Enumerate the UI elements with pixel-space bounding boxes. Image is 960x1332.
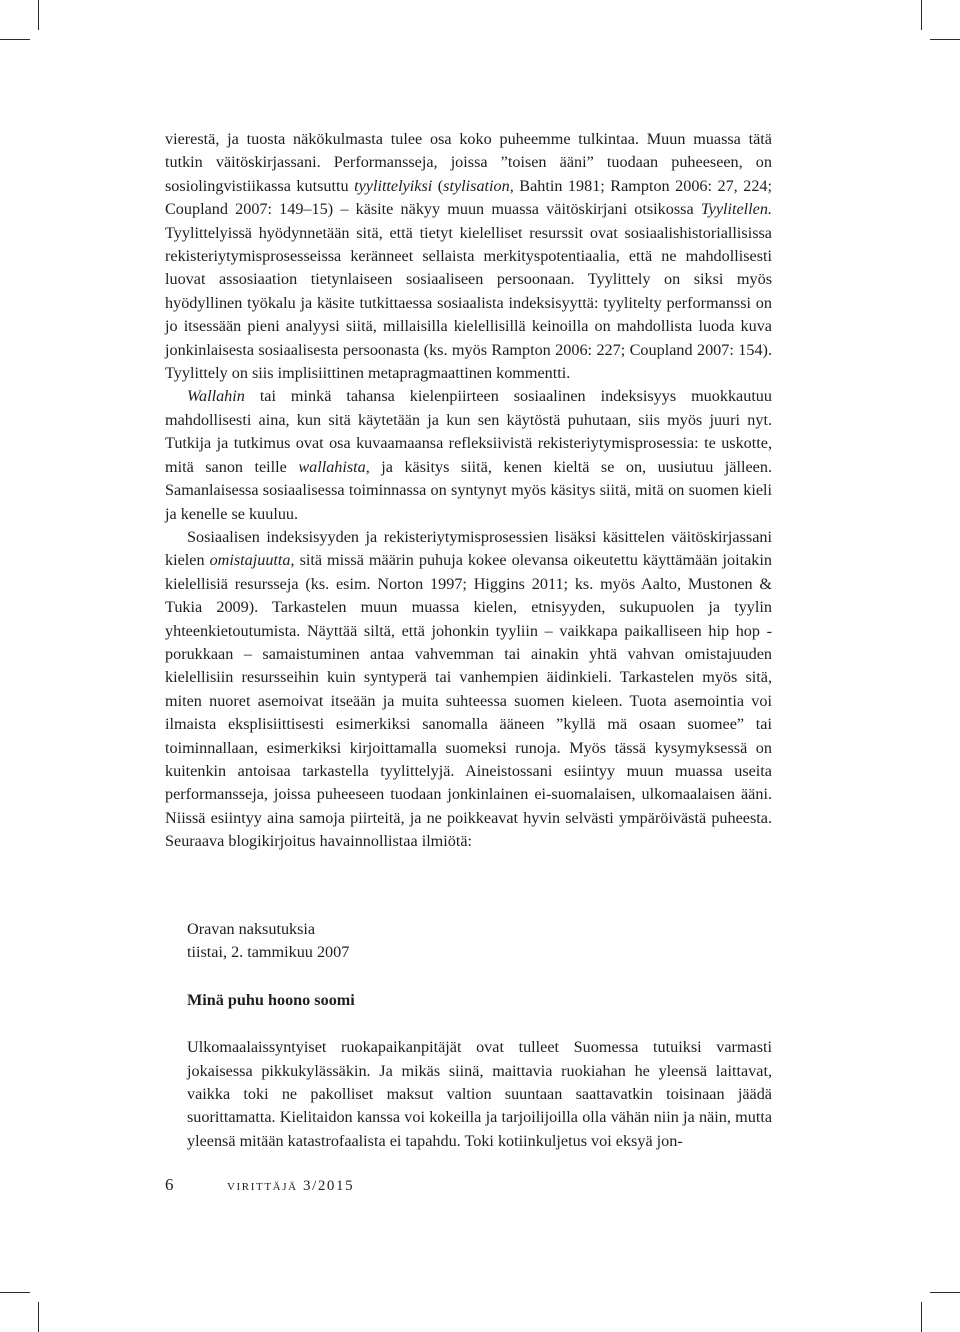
crop-mark [38, 1302, 39, 1332]
blog-name: Oravan naksutuksia [187, 920, 316, 938]
crop-mark [921, 0, 922, 30]
paragraph-1: vierestä, ja tuosta näkökulmasta tulee osa koko puheemme tulkintaa. Muun muassa tätä tutkin väitöskirjassani. Performansseja, joissa ”toisen ääni” tuodaan puheeseen, on sosiolingvistiikassa kutsuttu tyylittelyiksi (stylisation, Bahtin 1981; Rampton 2006: 27, 224; Coupland 2007: 149–15) – käsite näkyy muun muassa väitöskirjani otsikossa Tyylitellen. Tyylittelyissä hyödynnetään sitä, että tietyt kielelliset resurssit ovat sosiaalishistoriallisissa rekisteriytymisprosesseissa keränneet sellaista merkityspotentiaalia, että ne mahdollisesti luovat assosiaation tietynlaiseen sosiaaliseen persoonaan. Tyylittely on siksi myös hyödyllinen työkalu ja käsite tutkittaessa sosiaalista indeksisyyttä: tyylitelty performanssi on jo itsessään pieni analyysi siitä, millaisilla kielellisillä keinoilla on mahdollista luoda kuva jonkinlaisesta sosiaalisesta persoonasta (ks. myös Rampton 2006: 227; Coupland 2007: 154). Tyylittely on siis implisiittinen metapragmaattinen kommentti. [165, 130, 773, 383]
blog-post-title: Minä puhu hoono soomi [187, 990, 355, 1009]
crop-mark [930, 1292, 960, 1293]
page-number: 6 [165, 1175, 174, 1194]
body-text [165, 128, 772, 854]
crop-mark [0, 1292, 30, 1293]
blog-post-body: Ulkomaalaissyntyiset ruokapaikanpitäjät ovat tulleet Suomessa tutuiksi varmasti jokaisessa pikkukylässäkin. Ja mikäs siinä, maittavia ruokiahan he yleensä laittavat, vaikka toki ne pakolliset maksut valtion suuntaan saattavatkin toisinaan jäädä suorittamatta. Kielitaidon kanssa voi kokeilla ja tarjoilijoilla olla vähän niin ja näin, mutta yleensä mitään katastrofaalista ei tapahdu. Toki kotiinkuljetus voi eksyä jon- [187, 1038, 772, 1150]
page-footer [165, 1174, 565, 1197]
journal-name: virittäjä 3/2015 [227, 1178, 355, 1194]
blog-quote [187, 918, 772, 1153]
crop-mark [921, 1302, 922, 1332]
crop-mark [930, 39, 960, 40]
blog-date: tiistai, 2. tammikuu 2007 [187, 943, 350, 962]
crop-mark [0, 39, 30, 40]
paragraph-3: Sosiaalisen indeksisyyden ja rekisteriytymisprosessien lisäksi käsittelen väitöskirjassani kielen omistajuutta, sitä missä määrin puhuja kokee olevansa oikeutettu käyttämään joitakin kielellisiä resursseja (ks. esim. Norton 1997; Higgins 2011; ks. myös Aalto, Mustonen & Tukia 2009). Tarkastelen muun muassa kielen, etnisyyden, sukupuolen ja tyylin yhteenkietoutumista. Näyttää siltä, että johonkin tyyliin – vaikkapa paikalliseen hip hop -porukkaan – samaistuminen antaa vahvemman tai ainakin yhtä vahvan omistajuuden kielellisiin resursseihin kuin syntyperä tai vanhempien äidinkieli. Tarkastelen myös sitä, miten nuoret asemoivat itseään ja muita suhteessa suomen kieleen. Tuota asemointia voi ilmaista eksplisiittisesti esimerkiksi sanomalla ääneen ”kyllä mä osaan suomee” tai toiminnallaan, esimerkiksi kirjoittamalla suomeksi runoja. Myös tässä kysymyksessä on kuitenkin antoisaa tarkastella tyylittelyjä. Aineistossani esiintyy muun muassa useita performansseja, joissa puheeseen tuodaan jonkinlainen ei-suomalaisen, ulkomaalaisen ääni. Niissä esiintyy aina samoja piirteitä, ja ne poikkeavat hyvin selvästi ympäröivästä puheesta. Seuraava blogikirjoitus havainnollistaa ilmiötä: [165, 527, 772, 851]
paragraph-2: Wallahin tai minkä tahansa kielenpiirteen sosiaalinen indeksisyys muokkautuu mahdollisesti aina, kun sitä käytetään ja kun sen käytöstä puhutaan, siis myös juuri nyt. Tutkija ja tutkimus ovat osa kuvaamaansa refleksiivistä rekisteriytymisprosessia: te uskotte, mitä sanon teille wallahista, ja käsitys siitä, kenen kieltä se on, uusiutuu jälleen. Samanlaisessa sosiaalisessa toiminnassa on syntynyt myös käsitys siitä, mitä on suomen kieli ja kenelle se kuuluu. [165, 387, 772, 523]
crop-mark [38, 0, 39, 30]
